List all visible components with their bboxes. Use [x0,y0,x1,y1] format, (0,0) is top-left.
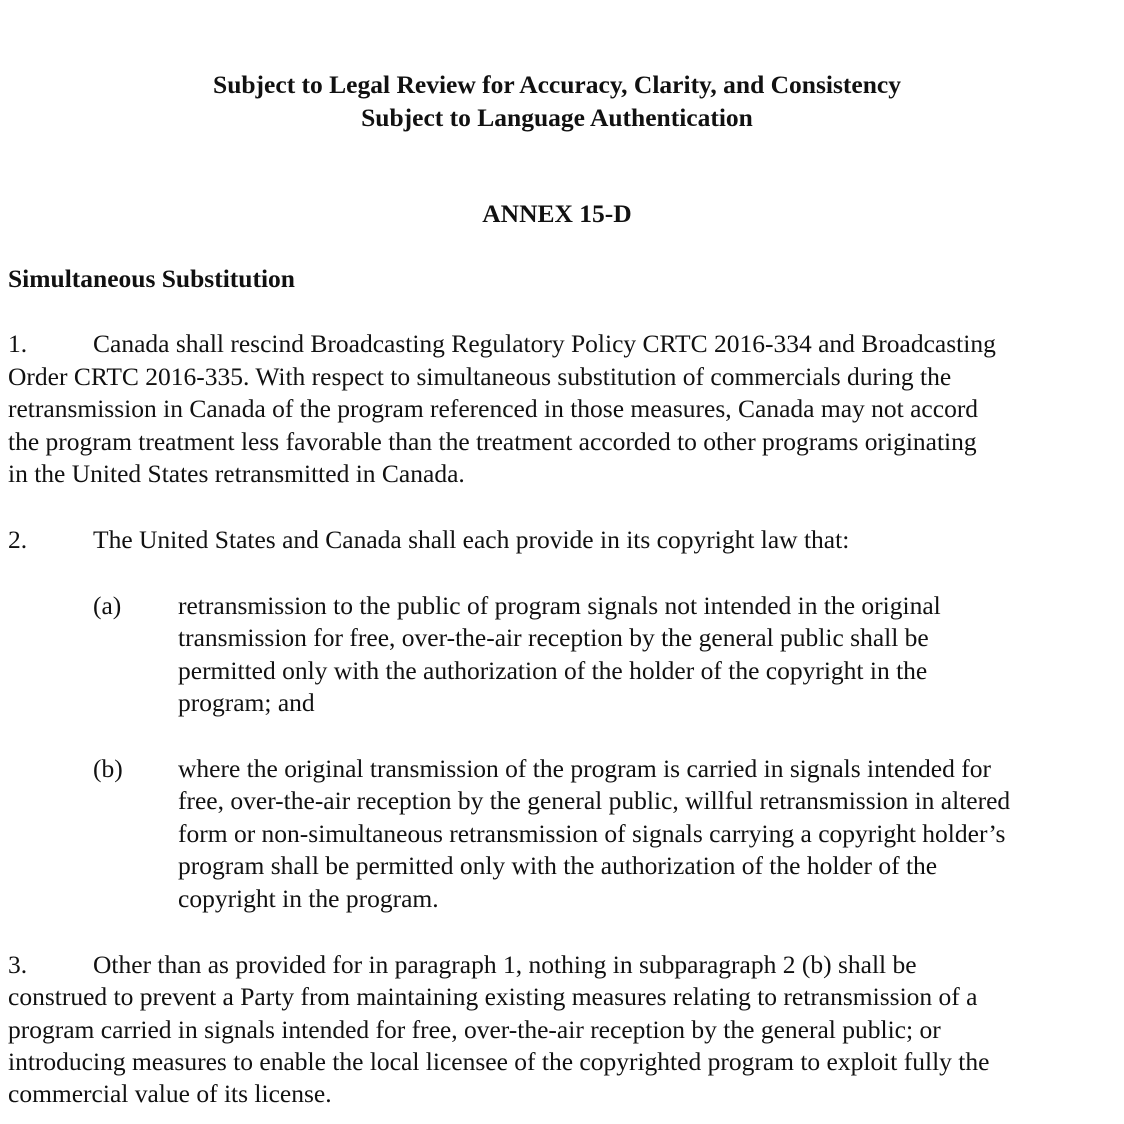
subparagraph-b-line: where the original transmission of the program is carried in signals intended for [178,754,991,783]
annex-title: ANNEX 15-D [482,199,632,228]
paragraph-2-line: The United States and Canada shall each provide in its copyright law that: [93,525,850,554]
paragraph-1-line: retransmission in Canada of the program referenced in those measures, Canada may not accord [8,394,979,423]
subparagraph-b-label: (b) [93,754,123,783]
paragraph-1-line: Canada shall rescind Broadcasting Regulatory Policy CRTC 2016-334 and Broadcasting [93,329,996,358]
paragraph-1-line: in the United States retransmitted in Canada. [8,459,465,488]
header-authentication-notice: Subject to Language Authentication [361,103,753,132]
header-review-notice: Subject to Legal Review for Accuracy, Clarity, and Consistency [213,70,901,99]
subparagraph-b-line: program shall be permitted only with the authorization of the holder of the [178,851,938,880]
subparagraph-a-line: program; and [178,688,315,717]
paragraph-1-number: 1. [8,329,28,358]
paragraph-3-number: 3. [8,950,28,979]
paragraph-1-line: Order CRTC 2016-335. With respect to simultaneous substitution of commercials during the [8,362,952,391]
subparagraph-b-line: copyright in the program. [178,884,439,913]
paragraph-3-line: construed to prevent a Party from maintaining existing measures relating to retransmission of a [8,982,978,1011]
subparagraph-a-line: transmission for free, over-the-air reception by the general public shall be [178,623,929,652]
paragraph-3-line: introducing measures to enable the local licensee of the copyrighted program to exploit fully the [8,1047,990,1076]
subparagraph-a-line: permitted only with the authorization of the holder of the copyright in the [178,656,928,685]
paragraph-1-line: the program treatment less favorable than the treatment accorded to other programs originating [8,427,977,456]
paragraph-3-line: commercial value of its license. [8,1079,332,1108]
paragraph-3-line: Other than as provided for in paragraph 1, nothing in subparagraph 2 (b) shall be [93,950,917,979]
paragraph-2-number: 2. [8,525,28,554]
section-heading: Simultaneous Substitution [8,264,295,293]
paragraph-3-line: program carried in signals intended for free, over-the-air reception by the general public; or [8,1015,941,1044]
subparagraph-a-line: retransmission to the public of program signals not intended in the original [178,591,941,620]
subparagraph-b-line: form or non-simultaneous retransmission of signals carrying a copyright holder’s [178,819,1006,848]
subparagraph-b-line: free, over-the-air reception by the general public, willful retransmission in altered [178,786,1011,815]
subparagraph-a-label: (a) [93,591,122,620]
